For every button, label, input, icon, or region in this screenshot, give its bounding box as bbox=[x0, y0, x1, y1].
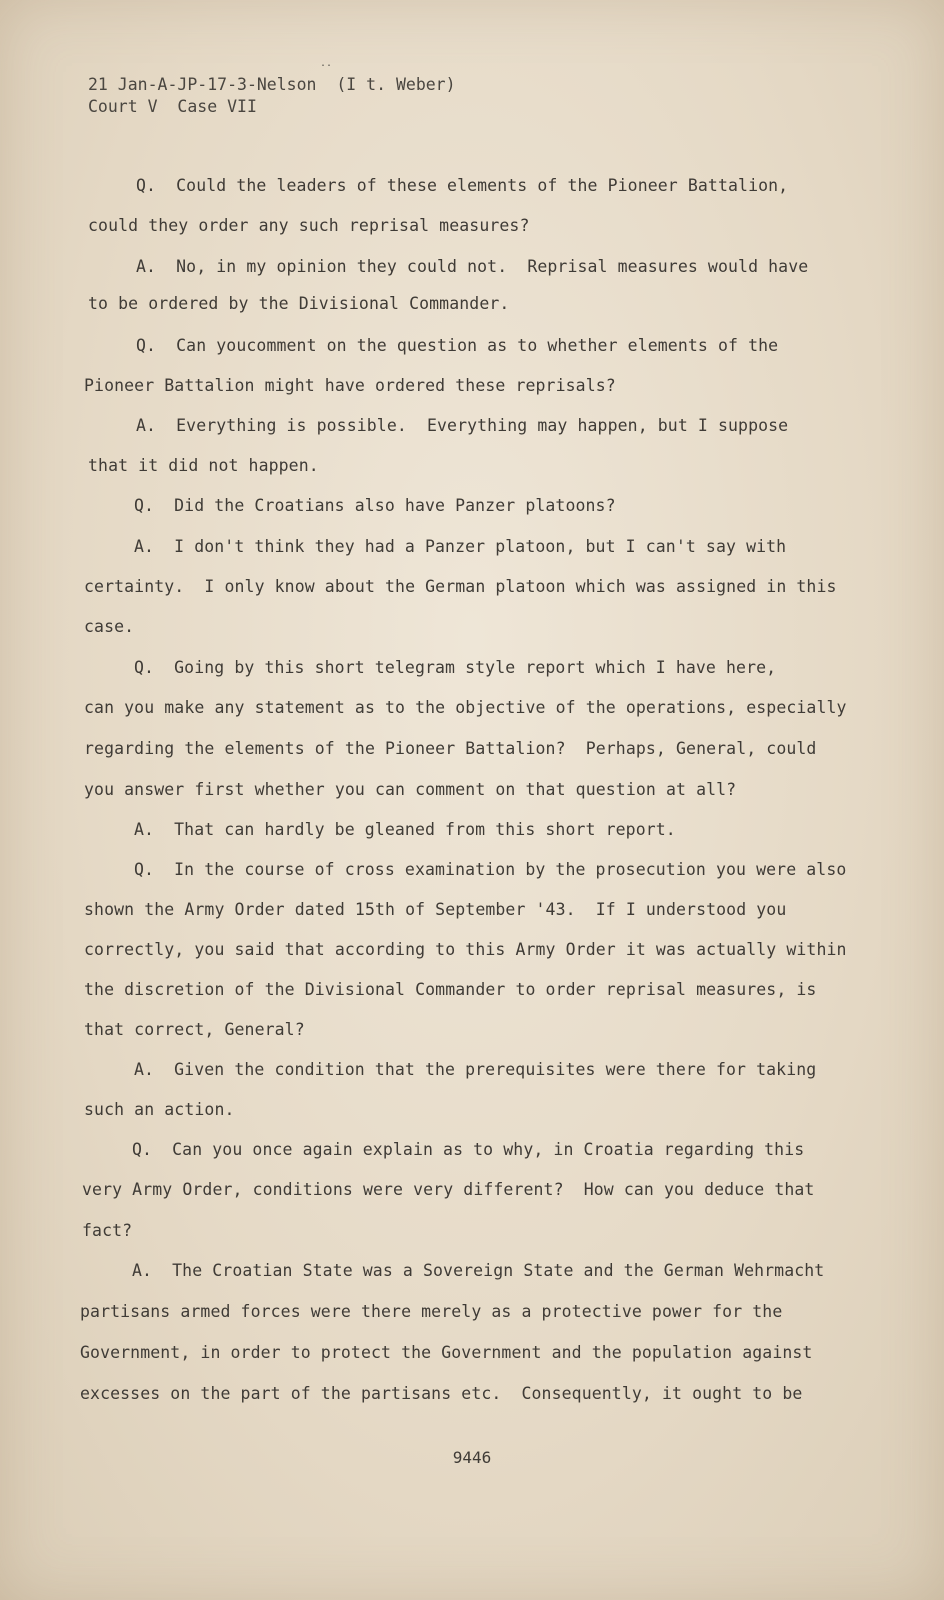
transcript-line: you answer first whether you can comment on that question at all? bbox=[84, 780, 737, 799]
transcript-line: correctly, you said that according to this Army Order it was actually within bbox=[84, 940, 847, 959]
transcript-line: A. Given the condition that the prerequisites were there for taking bbox=[134, 1060, 817, 1079]
transcript-line: that correct, General? bbox=[84, 1020, 305, 1039]
transcript-line: A. The Croatian State was a Sovereign State and the German Wehrmacht bbox=[132, 1261, 825, 1280]
transcript-line: could they order any such reprisal measures? bbox=[88, 216, 530, 235]
transcript-line: that it did not happen. bbox=[88, 456, 319, 475]
transcript-line: shown the Army Order dated 15th of September '43. If I understood you bbox=[84, 900, 787, 919]
transcript-line: to be ordered by the Divisional Commander. bbox=[88, 294, 510, 313]
transcript-line: can you make any statement as to the objective of the operations, especially bbox=[84, 698, 847, 717]
transcript-line: partisans armed forces were there merely as a protective power for the bbox=[80, 1302, 783, 1321]
transcript-line: A. That can hardly be gleaned from this short report. bbox=[134, 820, 676, 839]
transcript-line: Q. Did the Croatians also have Panzer platoons? bbox=[134, 496, 616, 515]
transcript-line: Government, in order to protect the Government and the population against bbox=[80, 1343, 813, 1362]
transcript-line: A. Everything is possible. Everything may happen, but I suppose bbox=[136, 416, 789, 435]
transcript-line: very Army Order, conditions were very different? How can you deduce that bbox=[82, 1180, 815, 1199]
transcript-line: Q. Can youcomment on the question as to whether elements of the bbox=[136, 336, 779, 355]
page-number: 9446 bbox=[452, 1448, 492, 1467]
header-mark: .. bbox=[320, 58, 333, 69]
transcript-line: case. bbox=[84, 617, 135, 636]
transcript-line: Pioneer Battalion might have ordered these reprisals? bbox=[84, 376, 616, 395]
transcript-line: Q. In the course of cross examination by the prosecution you were also bbox=[134, 860, 847, 879]
transcript-line: Q. Could the leaders of these elements of the Pioneer Battalion, bbox=[136, 176, 789, 195]
transcript-line: A. No, in my opinion they could not. Reprisal measures would have bbox=[136, 257, 809, 276]
transcript-line: Q. Can you once again explain as to why, in Croatia regarding this bbox=[132, 1140, 805, 1159]
transcript-line: excesses on the part of the partisans etc. Consequently, it ought to be bbox=[80, 1384, 803, 1403]
transcript-line: certainty. I only know about the German platoon which was assigned in this bbox=[84, 577, 837, 596]
transcript-line: regarding the elements of the Pioneer Battalion? Perhaps, General, could bbox=[84, 739, 817, 758]
transcript-line: the discretion of the Divisional Commander to order reprisal measures, is bbox=[84, 980, 817, 999]
transcript-line: A. I don't think they had a Panzer platoon, but I can't say with bbox=[134, 537, 787, 556]
document-header bbox=[88, 74, 456, 118]
header-court-case-line: Court V Case VII bbox=[88, 97, 257, 116]
transcript-line: such an action. bbox=[84, 1100, 235, 1119]
transcript-line: fact? bbox=[82, 1221, 133, 1240]
transcript-line: Q. Going by this short telegram style report which I have here, bbox=[134, 658, 777, 677]
header-reference-line: 21 Jan-A-JP-17-3-Nelson (I t. Weber) bbox=[88, 75, 456, 94]
